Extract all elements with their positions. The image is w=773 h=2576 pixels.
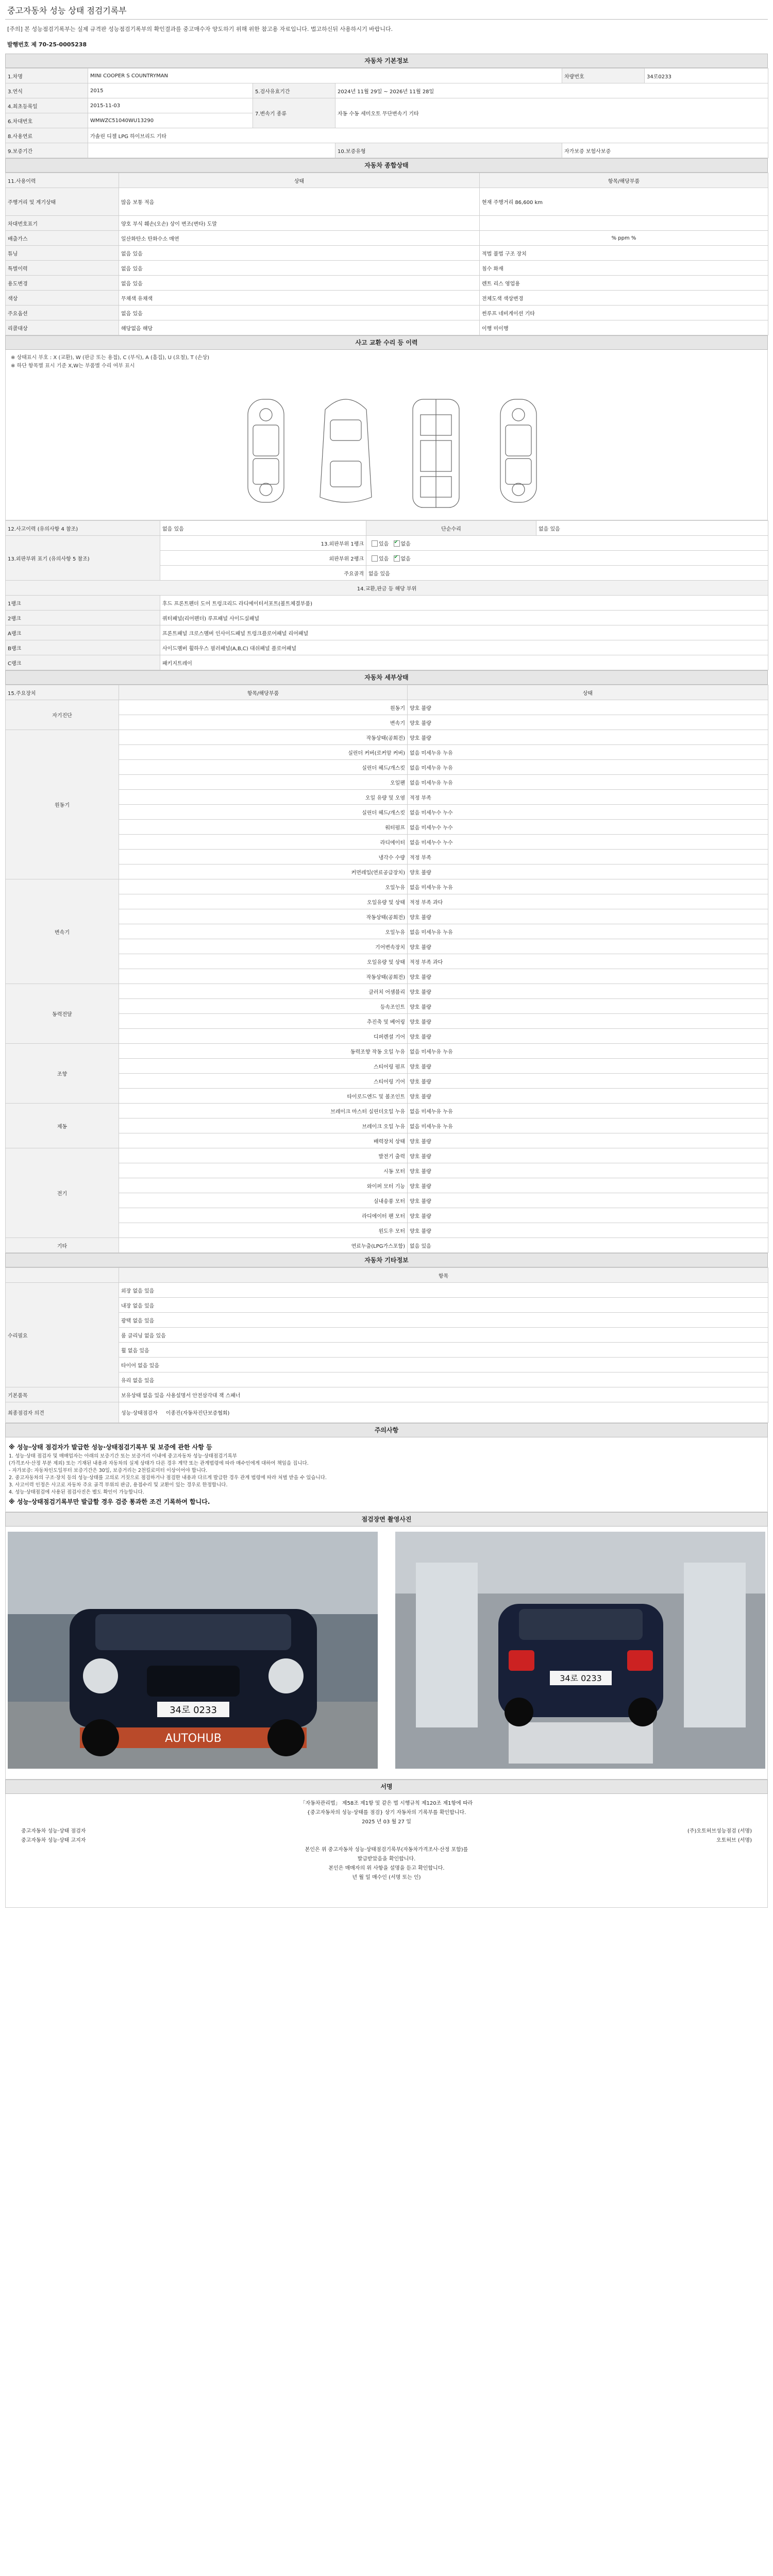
detail-item: 오일 유량 및 오염 (119, 790, 408, 805)
general-table (5, 173, 768, 335)
warranty-type: 자가보증 보험사보증 (562, 143, 768, 158)
sign-line: {중고자동차의 성능·상태를 점검} 상기 자동차의 기록부를 확인합니다. (307, 1810, 466, 1816)
detail-row (6, 924, 768, 939)
parts-header: 14.교환,판금 등 해당 부위 (6, 581, 768, 596)
note-line: 1. 성능·상태 점검자 및 매매업자는 아래의 보증기간 또는 보증거리 이내에 중고자동차 성능·상태점검기록부 (9, 1453, 237, 1459)
detail-state: 양호 불량 (408, 1193, 768, 1208)
detail-row (6, 745, 768, 760)
detail-state: 양호 불량 (408, 1223, 768, 1238)
detail-item: 라디에이터 팬 모터 (119, 1208, 408, 1223)
detail-state: 양호 불량 (408, 1163, 768, 1178)
basic-value: 2015-11-03 (88, 98, 253, 113)
basic-label: 3.연식 (6, 83, 88, 98)
detail-row (6, 1029, 768, 1044)
basic-label: 1.차명 (6, 69, 88, 83)
detail-item: 브레이크 오일 누유 (119, 1118, 408, 1133)
basic-label: 6.차대번호 (6, 113, 88, 128)
car-photo-rear (395, 1532, 765, 1769)
extra-item: 룸 클리닝 없음 있음 (119, 1328, 768, 1343)
general-state: 해당없음 해당 (119, 320, 480, 335)
car-photo-front (8, 1532, 378, 1769)
general-state: 일산화탄소 탄화수소 매연 (119, 231, 480, 246)
detail-item: 기어변속장치 (119, 939, 408, 954)
detail-item: 오일유량 및 상태 (119, 954, 408, 969)
section-basic: 자동차 기본정보 (5, 54, 768, 68)
detail-group: 조향 (6, 1044, 119, 1104)
detail-state: 없음 미세누유 누유 (408, 879, 768, 894)
sign-left: 중고자동차 성능·상태 고지자 (21, 1838, 86, 1843)
detail-item: 오일누유 (119, 879, 408, 894)
detail-row (6, 909, 768, 924)
inspection-photo-front (8, 1532, 378, 1769)
detail-item: 스티어링 펌프 (119, 1059, 408, 1074)
detail-state: 없음 있음 (408, 1238, 768, 1253)
detail-item: 스티어링 기어 (119, 1074, 408, 1089)
detail-state: 양호 불량 (408, 909, 768, 924)
detail-row (6, 1059, 768, 1074)
sign-right: (주)오토허브성능점검 (서명) (687, 1828, 752, 1834)
accident-label: 단순수리 (366, 521, 536, 536)
detail-group: 동력전달 (6, 984, 119, 1044)
accident-state: 없음 있음 (366, 566, 768, 581)
basic-label: 7.변속기 종류 (253, 98, 335, 128)
detail-item: 작동상태(공회전) (119, 969, 408, 984)
rank-label: 1랭크 (6, 596, 160, 611)
extra-header: 항목 (119, 1268, 768, 1283)
general-state: 없음 있음 (119, 276, 480, 291)
general-label: 주행거리 및 계기상태 (6, 188, 119, 216)
section-extra: 자동차 기타정보 (5, 1253, 768, 1267)
general-label: 튜닝 (6, 246, 119, 261)
general-header: 11.사용이력 (6, 173, 119, 188)
detail-row (6, 1208, 768, 1223)
section-accident: 사고 교환 수리 등 이력 (5, 335, 768, 350)
detail-row (6, 1104, 768, 1118)
detail-item: 추진축 및 베어링 (119, 1014, 408, 1029)
general-state: 양호 부식 훼손(오손) 상이 변조(변타) 도말 (119, 216, 480, 231)
detail-state: 양호 불량 (408, 1133, 768, 1148)
parts-row: 쿼터패널(리어펜더) 루프패널 사이드실패널 (160, 611, 768, 625)
detail-item: 클러치 어셈블리 (119, 984, 408, 999)
detail-item: 시동 모터 (119, 1163, 408, 1178)
notes-final: ※ 성능·상태점검기록부만 발급할 경우 검증 통과한 조건 기록하여 합니다. (9, 1498, 210, 1505)
detail-item: 연료누출(LPG가스포함) (119, 1238, 408, 1253)
detail-row (6, 1148, 768, 1163)
general-label: 리콜대상 (6, 320, 119, 335)
detail-state: 없음 미세누유 누유 (408, 775, 768, 790)
notes-title: ※ 성능·상태 점검자가 발급한 성능·상태점검기록부 및 보증에 관한 사항 등 (9, 1444, 212, 1451)
general-label: 배출가스 (6, 231, 119, 246)
detail-state: 양호 불량 (408, 1148, 768, 1163)
detail-item: 실린더 커버(로커암 커버) (119, 745, 408, 760)
detail-row (6, 760, 768, 775)
basic-value (88, 143, 335, 158)
receipt-line: 발급받았음을 확인합니다. (357, 1856, 416, 1862)
detail-item: 배력장치 상태 (119, 1133, 408, 1148)
detail-item: 오일유량 및 상태 (119, 894, 408, 909)
general-extra: 적법 불법 구조 장치 (480, 246, 768, 261)
detail-row (6, 984, 768, 999)
photo-gallery (5, 1527, 768, 1780)
accident-state: 없음 있음 (536, 521, 768, 536)
detail-row (6, 820, 768, 835)
detail-item: 원동기 (119, 700, 408, 715)
sign-line: 「자동차관리법」 제58조 제1항 및 같은 법 시행규칙 제120조 제1항에 따라 (300, 1801, 473, 1806)
detail-state: 양호 불량 (408, 715, 768, 730)
general-extra: 침수 화재 (480, 261, 768, 276)
detail-state: 적정 부족 과다 (408, 954, 768, 969)
detail-item: 동력조향 작동 오일 누유 (119, 1044, 408, 1059)
detail-header: 15.주요장치 (6, 685, 119, 700)
detail-state: 양호 불량 (408, 730, 768, 745)
general-state: 없음 있음 (119, 246, 480, 261)
detail-item: 타이로드엔드 및 볼조인트 (119, 1089, 408, 1104)
detail-state: 양호 불량 (408, 865, 768, 879)
detail-row (6, 894, 768, 909)
general-extra: 렌트 리스 영업용 (480, 276, 768, 291)
receipt-line: 년 월 일 매수인 (서명 또는 인) (352, 1875, 421, 1880)
basic-value: WMWZC51040WU13290 (88, 113, 253, 128)
extra-item: 보유상태 없음 있음 사용설명서 안전삼각대 잭 스패너 (119, 1387, 768, 1402)
basic-table (5, 68, 768, 158)
rank-label: C랭크 (6, 655, 160, 670)
detail-row (6, 805, 768, 820)
extra-item: 휠 없음 있음 (119, 1343, 768, 1358)
detail-state: 적정 부족 (408, 790, 768, 805)
rank-label: 2랭크 (6, 611, 160, 625)
extra-item: 유리 없음 있음 (119, 1372, 768, 1387)
certificate-number: 발행번호 제 70-25-0005238 (7, 41, 87, 48)
detail-state: 양호 불량 (408, 1014, 768, 1029)
basic-label: 4.최초등록일 (6, 98, 88, 113)
section-general: 자동차 종합상태 (5, 158, 768, 173)
notice-text: [주의] 본 성능점검기록부는 실제 규격판 성능점검기록부의 확인결과를 중고매수자 양도하기 위해 위한 참고용 자료입니다. 법고하신뒤 사용하시기 바랍니다. (7, 26, 393, 32)
detail-item: 와이퍼 모터 기능 (119, 1178, 408, 1193)
detail-row (6, 715, 768, 730)
general-label: 색상 (6, 291, 119, 306)
sign-left: 중고자동차 성능·상태 점검자 (21, 1828, 86, 1834)
general-label: 주요옵션 (6, 306, 119, 320)
detail-row (6, 775, 768, 790)
detail-row (6, 999, 768, 1014)
section-photos: 점검장면 촬영사진 (5, 1512, 768, 1527)
detail-row (6, 700, 768, 715)
detail-state: 양호 불량 (408, 1208, 768, 1223)
detail-row (6, 730, 768, 745)
detail-item: 오일팬 (119, 775, 408, 790)
document (5, 0, 768, 1908)
detail-row (6, 1223, 768, 1238)
detail-group: 전기 (6, 1148, 119, 1238)
detail-group: 자기진단 (6, 700, 119, 730)
accident-rank-label: 외판부위 2랭크 (160, 551, 366, 566)
detail-item: 작동상태(공회전) (119, 730, 408, 745)
general-state: 많음 보통 적음 (119, 188, 480, 216)
detail-row (6, 865, 768, 879)
detail-state: 양호 불량 (408, 939, 768, 954)
note-line: (가격조사·산정 부분 제외) 또는 기재된 내용과 자동차의 실제 상태가 다른 경우 계약 또는 관계법령에 따라 매수인에게 대하여 책임을 집니다. (9, 1461, 309, 1466)
receipt-line: 본인은 위 중고자동차 성능·상태점검기록부(자동차가격조사·산정 포함)를 (305, 1847, 468, 1853)
detail-group: 제동 (6, 1104, 119, 1148)
extra-item: 광택 없음 있음 (119, 1313, 768, 1328)
detail-item: 등속조인트 (119, 999, 408, 1014)
detail-row (6, 835, 768, 850)
extra-item: 내장 없음 있음 (119, 1298, 768, 1313)
detail-item: 실린더 헤드/개스킷 (119, 760, 408, 775)
parts-row: 후드 프론트펜더 도어 트렁크리드 라디에이터서포트(볼트체결부품) (160, 596, 768, 611)
detail-state: 없음 미세누수 누수 (408, 835, 768, 850)
accident-label: 12.사고이력 (유의사항 4 참조) (6, 521, 160, 536)
detail-row (6, 969, 768, 984)
detail-state: 양호 불량 (408, 700, 768, 715)
extra-group: 기본품목 (6, 1387, 119, 1402)
car-frame-icon (413, 399, 459, 507)
detail-item: 작동상태(공회전) (119, 909, 408, 924)
section-signature: 서명 (5, 1780, 768, 1794)
basic-value: 34로0233 (645, 69, 768, 83)
detail-state: 양호 불량 (408, 999, 768, 1014)
note-line: 3. 사고이력 인정은 사고로 자동차 주요 골격 부위의 판금, 용접수리 및 교환이 있는 경우로 한정합니다. (9, 1482, 228, 1488)
detail-row (6, 939, 768, 954)
detail-item: 실내송풍 모터 (119, 1193, 408, 1208)
detail-row (6, 1133, 768, 1148)
detail-item: 오일누유 (119, 924, 408, 939)
accident-rank-label: 13.외판부위 1랭크 (160, 536, 366, 551)
notes-body (5, 1437, 768, 1512)
accident-rank-label: 주요골격 (160, 566, 366, 581)
car-diagram-panel (5, 350, 768, 520)
accident-state: 없음 있음 (160, 521, 366, 536)
section-notes: 주의사항 (5, 1423, 768, 1437)
signature-body (5, 1794, 768, 1908)
basic-value: MINI COOPER S COUNTRYMAN (88, 69, 562, 83)
document-title: 중고자동차 성능 상태 점검기록부 (5, 0, 768, 20)
sign-right: 오토허브 (서명) (716, 1838, 752, 1843)
detail-item: 변속기 (119, 715, 408, 730)
note-line: - 자가보증: 자동차인도일부터 보증기간은 30일, 보증거리는 2천킬로미터 이상이어야 합니다. (9, 1468, 208, 1473)
detail-header: 상태 (408, 685, 768, 700)
detail-row (6, 1014, 768, 1029)
detail-row (6, 1044, 768, 1059)
note-line: 2. 중고자동차의 구조·장치 등의 성능·상태를 고의로 거짓으로 점검하거나 점검한 내용과 다르게 발급한 경우 관계 법령에 따라 처벌 받을 수 있습니다. (9, 1475, 327, 1481)
detail-header: 항목/해당부품 (119, 685, 408, 700)
detail-row (6, 1193, 768, 1208)
legend (6, 350, 767, 375)
detail-state: 양호 불량 (408, 1074, 768, 1089)
basic-label: 5.검사유효기간 (253, 83, 335, 98)
detail-state: 없음 미세누수 누수 (408, 805, 768, 820)
detail-row (6, 1118, 768, 1133)
detail-row (6, 879, 768, 894)
banner-text: AUTOHUB (165, 1732, 222, 1745)
general-state: 없음 있음 (119, 261, 480, 276)
detail-item: 냉각수 수량 (119, 850, 408, 865)
note-line: 4. 성능·상태점검에 사용된 점검사진은 별도 확인이 가능합니다. (9, 1489, 144, 1495)
detail-row (6, 1238, 768, 1253)
general-header: 항목/해당부품 (480, 173, 768, 188)
general-state: 무채색 유채색 (119, 291, 480, 306)
general-label: 차대번호표기 (6, 216, 119, 231)
general-extra: 전체도색 색상변경 (480, 291, 768, 306)
detail-row (6, 790, 768, 805)
basic-label: 10.보증유형 (335, 143, 562, 158)
detail-state: 없음 미세누유 누유 (408, 1118, 768, 1133)
car-right-side-icon (500, 399, 536, 502)
rank-label: A랭크 (6, 625, 160, 640)
inspection-photo-rear (395, 1532, 765, 1769)
detail-state: 없음 미세누수 누수 (408, 820, 768, 835)
opinion-value: 이종진(자동차진단보증협회) (165, 1411, 230, 1416)
plate-text: 34로 0233 (560, 1673, 602, 1683)
extra-table (5, 1267, 768, 1423)
receipt-line: 본인은 매매자의 위 사항을 설명을 듣고 확인합니다. (328, 1866, 445, 1871)
general-extra: 현재 주행거리 86,600 km (480, 188, 768, 216)
basic-label: 9.보증기간 (6, 143, 88, 158)
detail-row (6, 850, 768, 865)
detail-state: 양호 불량 (408, 1178, 768, 1193)
detail-row (6, 1089, 768, 1104)
legend-line: ※ 하단 항목별 표시 기준 X,W는 부품별 수리 여부 표시 (11, 363, 135, 369)
detail-state: 적정 부족 과다 (408, 894, 768, 909)
detail-row (6, 1074, 768, 1089)
car-left-side-icon (248, 399, 284, 502)
legend-line: ※ 상태표시 부호 : X (교환), W (판금 또는 용접), C (부식), A (흠집), U (요철), T (손상) (11, 355, 210, 361)
accident-label: 13.외판부위 표기 (유의사항 5 참조) (6, 536, 160, 581)
detail-item: 브레이크 마스터 실린더오일 누유 (119, 1104, 408, 1118)
detail-state: 없음 미세누유 누유 (408, 924, 768, 939)
detail-state: 양호 불량 (408, 969, 768, 984)
detail-item: 커먼레일(연료공급장치) (119, 865, 408, 879)
plate-text: 34로 0233 (170, 1705, 217, 1716)
opinion-label: 최종점검자 의견 (6, 1402, 119, 1423)
general-extra: 썬루프 네비게이션 기타 (480, 306, 768, 320)
transmission-options: 자동 수동 세미오토 무단변속기 기타 (335, 98, 768, 128)
detail-item: 워터펌프 (119, 820, 408, 835)
detail-item: 실린더 헤드/개스킷 (119, 805, 408, 820)
detail-state: 양호 불량 (408, 1059, 768, 1074)
detail-row (6, 1178, 768, 1193)
basic-label: 차량번호 (562, 69, 645, 83)
parts-row: 패키지트레이 (160, 655, 768, 670)
detail-state: 없음 미세누유 누유 (408, 760, 768, 775)
detail-state: 없음 미세누유 누유 (408, 1044, 768, 1059)
detail-state: 양호 불량 (408, 1089, 768, 1104)
car-outline-diagram (6, 379, 767, 518)
detail-table (5, 685, 768, 1253)
extra-item: 타이어 없음 있음 (119, 1358, 768, 1372)
detail-state: 없음 미세누유 누유 (408, 1104, 768, 1118)
detail-row (6, 1163, 768, 1178)
section-detail: 자동차 세부상태 (5, 670, 768, 685)
detail-item: 발전기 출력 (119, 1148, 408, 1163)
extra-group: 수리필요 (6, 1283, 119, 1387)
basic-label: 8.사용연료 (6, 128, 88, 143)
detail-item: 라디에이터 (119, 835, 408, 850)
accident-table: 12.사고이력 (유의사항 4 참조) 없음 있음 단순수리 없음 있음 13.외판부위 표기 (유의사항 5 참조) 13.외판부위 1랭크 있음 ✔없음 외판부위 2랭크 있음 ✔없음 주요골격 없음 있음 14.교환,판금 등 해당 부위 1랭크 후드 프론트펜더 도어 트렁크리드 라디에이터서포트(볼트체결부품) 2랭크 쿼터패널(리어펜더) 루프패널 사이드실패널 A랭크 프론트패널 크로스멤버 인사이드패널 트렁크플로어패널 리어패널 B랭크 사이드멤버 휠하우스 필러패널(A,B,C) 대쉬패널 플로어패널 C랭크 패키지트레이 (5, 520, 768, 670)
rank-label: B랭크 (6, 640, 160, 655)
general-extra: % ppm % (480, 231, 768, 246)
detail-group: 원동기 (6, 730, 119, 879)
general-extra: 이행 미이행 (480, 320, 768, 335)
fuel-options: 가솔린 디젤 LPG 하이브리드 기타 (88, 128, 768, 143)
detail-state: 양호 불량 (408, 984, 768, 999)
detail-group: 기타 (6, 1238, 119, 1253)
detail-row (6, 954, 768, 969)
detail-group: 변속기 (6, 879, 119, 984)
general-state: 없음 있음 (119, 306, 480, 320)
sign-date: 2025 년 03 월 27 일 (362, 1819, 411, 1825)
parts-row: 사이드멤버 휠하우스 필러패널(A,B,C) 대쉬패널 플로어패널 (160, 640, 768, 655)
detail-state: 없음 미세누유 누유 (408, 745, 768, 760)
parts-row: 프론트패널 크로스멤버 인사이드패널 트렁크플로어패널 리어패널 (160, 625, 768, 640)
detail-state: 양호 불량 (408, 1029, 768, 1044)
basic-value: 2024년 11월 29일 ~ 2026년 11월 28일 (335, 83, 768, 98)
general-label: 용도변경 (6, 276, 119, 291)
extra-item: 외장 없음 있음 (119, 1283, 768, 1298)
opinion-label2: 성능·상태점검자 (121, 1411, 158, 1416)
basic-value: 2015 (88, 83, 253, 98)
general-label: 특별이력 (6, 261, 119, 276)
detail-item: 디퍼렌셜 기어 (119, 1029, 408, 1044)
detail-state: 적정 부족 (408, 850, 768, 865)
general-header: 상태 (119, 173, 480, 188)
car-front-icon (320, 399, 372, 502)
detail-item: 윈도우 모터 (119, 1223, 408, 1238)
